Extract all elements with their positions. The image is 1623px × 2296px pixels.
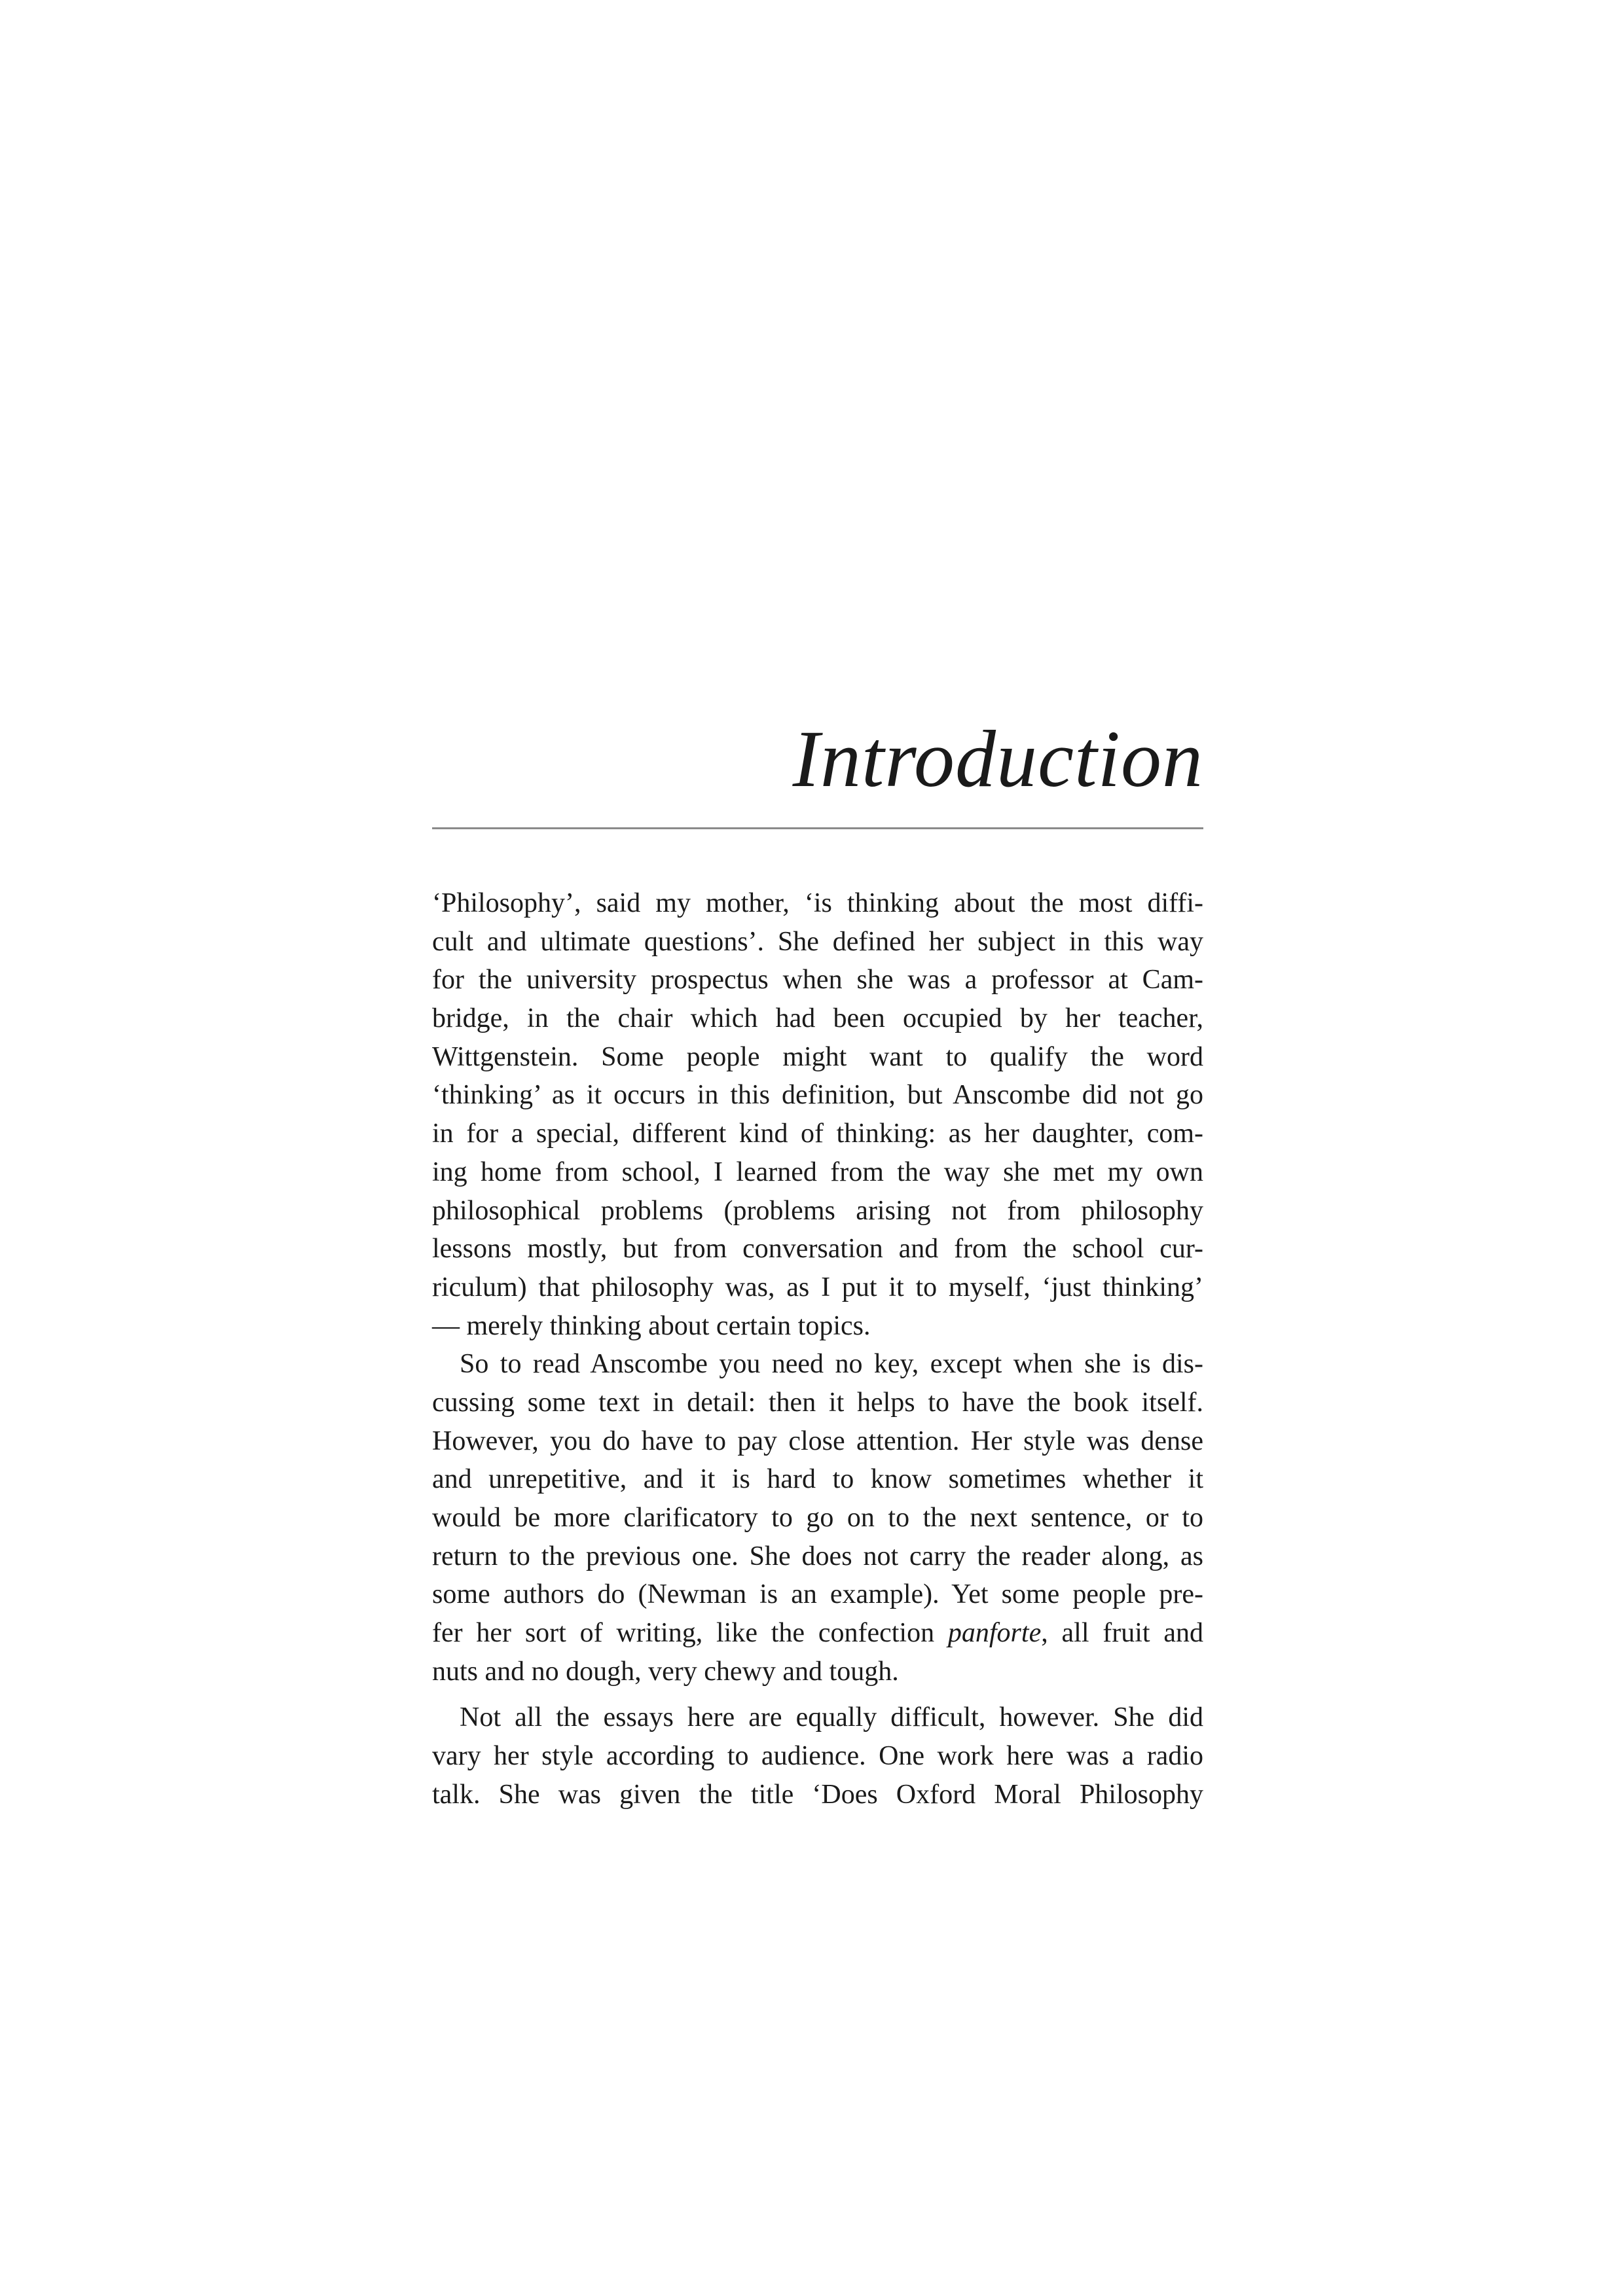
text-run: fer her sort of writing, like the confection [432, 1618, 948, 1649]
text-line: for the university prospectus when she was a professor at Cam- [432, 965, 1203, 996]
text-line: — merely thinking about certain topics. [432, 1310, 871, 1341]
text-line: So to read Anscombe you need no key, except when she is dis- [460, 1349, 1203, 1380]
paragraph-2 [432, 1345, 1203, 1691]
text-line: vary her style according to audience. One work here was a radio [432, 1741, 1203, 1772]
text-line: philosophical problems (problems arising not from philosophy [432, 1195, 1203, 1226]
text-line: ing home from school, I learned from the way she met my own [432, 1157, 1203, 1187]
body-text [432, 884, 1203, 1814]
text-line: Not all the essays here are equally difficult, however. She did [460, 1702, 1203, 1733]
paragraph-1 [432, 884, 1203, 1345]
text-line: However, you do have to pay close attention. Her style was dense [432, 1426, 1203, 1456]
text-line: and unrepetitive, and it is hard to know sometimes whether it [432, 1464, 1203, 1495]
text-line: in for a special, different kind of thinking: as her daughter, com- [432, 1119, 1203, 1149]
italic-word: panforte [947, 1618, 1042, 1649]
paragraph-3 [432, 1698, 1203, 1814]
text-line: cussing some text in detail: then it helps to have the book itself. [432, 1387, 1203, 1418]
text-line: nuts and no dough, very chewy and tough. [432, 1656, 899, 1687]
text-line [432, 1614, 1203, 1653]
text-line: would be more clarificatory to go on to the next sentence, or to [432, 1503, 1203, 1533]
paragraph-gap [432, 1691, 1203, 1698]
title-rule [432, 827, 1203, 829]
text-line: talk. She was given the title ‘Does Oxford Moral Philosophy [432, 1779, 1203, 1810]
text-line: return to the previous one. She does not carry the reader along, as [432, 1541, 1203, 1571]
text-run: , all fruit and [1041, 1618, 1204, 1649]
text-line: lessons mostly, but from conversation and from the school cur- [432, 1234, 1203, 1265]
text-line: riculum) that philosophy was, as I put it to myself, ‘just thinking’ [432, 1272, 1203, 1302]
text-line: cult and ultimate questions’. She defined her subject in this way [432, 926, 1203, 957]
text-line: Wittgenstein. Some people might want to qualify the word [432, 1041, 1203, 1072]
text-line: ‘Philosophy’, said my mother, ‘is thinking about the most diffi- [432, 888, 1203, 918]
chapter-title: Introduction [792, 714, 1203, 804]
text-line: ‘thinking’ as it occurs in this definition, but Anscombe did not go [432, 1080, 1203, 1111]
text-line: some authors do (Newman is an example). Yet some people pre- [432, 1579, 1203, 1610]
text-line: bridge, in the chair which had been occupied by her teacher, [432, 1003, 1203, 1034]
